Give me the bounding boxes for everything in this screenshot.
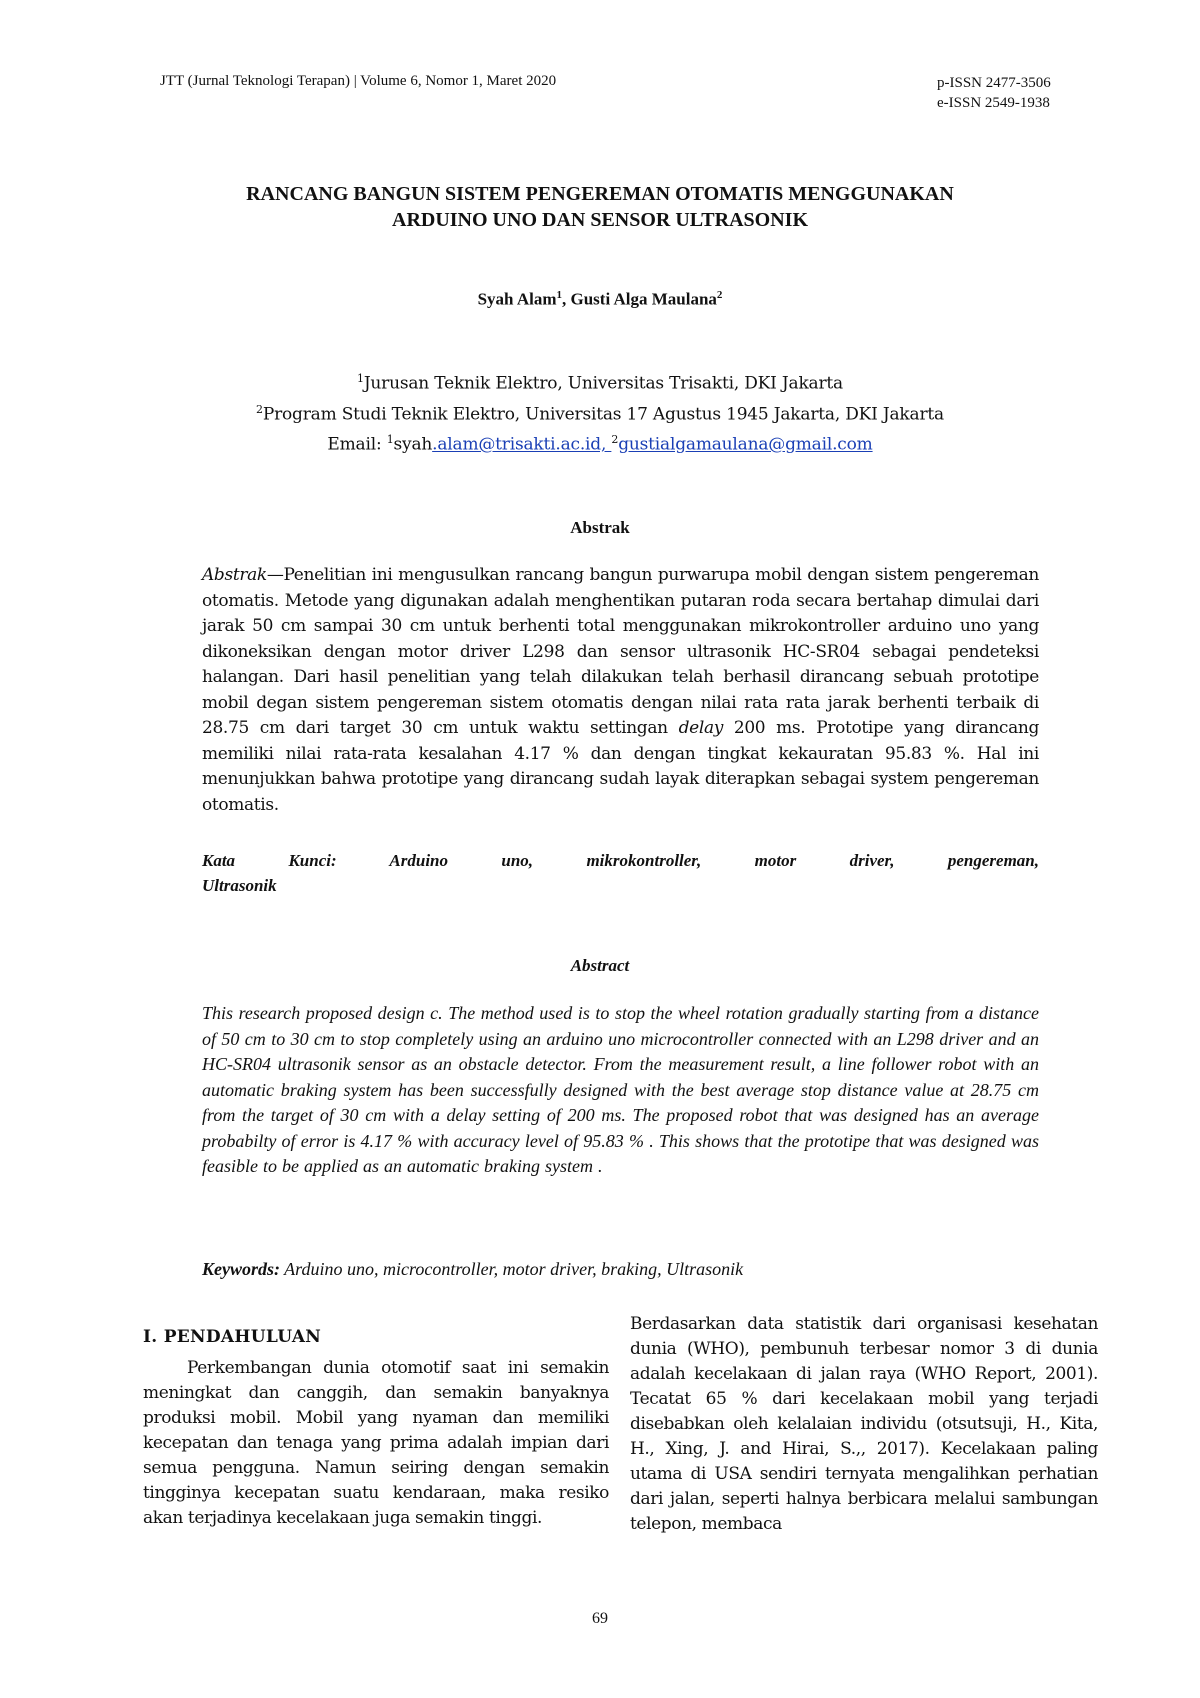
abstrak-lead: Abstrak xyxy=(202,565,267,585)
affiliations xyxy=(150,366,1050,458)
kata-kunci xyxy=(202,848,1039,898)
abstrak-text-1: —Penelitian ini mengusulkan rancang bangun purwarupa mobil dengan sistem pengereman otomatis. Metode yang digunakan adalah menghentikan putaran roda secara bertahap dimulai dari jarak 50 cm sampai 30 cm untuk berhenti total menggunakan mikrokontroller arduino uno yang dikoneksikan dengan motor driver L298 dan sensor ultrasonik HC-SR04 sebagai pendeteksi halangan. Dari hasil penelitian yang telah dilakukan telah berhasil dirancang sebuah prototipe mobil degan sistem pengereman sistem otomatis dengan nilai rata rata jarak berhenti terbaik di 28.75 cm dari target 30 cm untuk waktu settingan xyxy=(202,565,1039,738)
email-1-prefix: syah xyxy=(393,434,433,455)
keywords xyxy=(202,1259,1039,1280)
title-line-2: ARDUINO UNO DAN SENSOR ULTRASONIK xyxy=(392,209,808,231)
paper-title xyxy=(150,181,1050,233)
journal-header: JTT (Jurnal Teknologi Terapan) | Volume 6, Nomor 1, Maret 2020 xyxy=(160,73,557,89)
email-line xyxy=(150,427,1050,458)
intro-paragraph-right: Berdasarkan data statistik dari organisasi kesehatan dunia (WHO), pembunuh terbesar nomor 3 di dunia adalah kecelakaan di jalan raya (WHO Report, 2001). Tecatat 65 % dari kecelakaan mobil yang terjadi disebabkan oleh kelalaian individu (otsutsuji, H., Kita, H., Xing, J. and Hirai, S.,, 2017). Kecelakaan paling utama di USA sendiri ternyata mengalihkan perhatian dari jalan, seperti halnya berbicara melalui sambungan telepon, membaca xyxy=(630,1314,1098,1534)
author-1-sup: 1 xyxy=(556,289,562,301)
title-line-1: RANCANG BANGUN SISTEM PENGEREMAN OTOMATIS MENGGUNAKAN xyxy=(246,183,954,205)
keywords-text: Arduino uno, microcontroller, motor driver, braking, Ultrasonik xyxy=(280,1259,744,1279)
abstract-heading: Abstract xyxy=(570,956,630,975)
email-2-link[interactable]: gustialgamaulana@gmail.com xyxy=(618,434,873,455)
affiliation-2-sup: 2 xyxy=(256,402,263,416)
author-2: Gusti Alga Maulana xyxy=(570,289,717,309)
author-separator: , xyxy=(561,289,571,309)
issn-block xyxy=(937,73,1051,113)
right-column xyxy=(630,1312,1098,1537)
abstrak-delay: delay xyxy=(678,718,723,738)
abstrak-heading: Abstrak xyxy=(570,518,630,537)
email-1-sup: 1 xyxy=(386,433,394,447)
affiliation-1-text: Jurusan Teknik Elektro, Universitas Trisakti, DKI Jakarta xyxy=(363,373,843,394)
email-1-link[interactable]: .alam@trisakti.ac.id, xyxy=(432,434,612,455)
kata-kunci-line-1: Kata Kunci: Arduino uno, mikrokontroller, motor driver, pengereman, xyxy=(202,851,1039,870)
affiliation-1 xyxy=(150,366,1050,397)
affiliation-2-text: Program Studi Teknik Elektro, Universitas 17 Agustus 1945 Jakarta, DKI Jakarta xyxy=(262,404,944,425)
abstract-body: This research proposed design c. The method used is to stop the wheel rotation gradually starting from a distance of 50 cm to 30 cm to stop completely using an arduino uno microcontroller connected with an L298 driver and an HC-SR04 ultrasonik sensor as an obstacle detector. From the measurement result, a line follower robot with an automatic braking system has been successfully designed with the best average stop distance value at 28.75 cm from the target of 30 cm with a delay setting of 200 ms. The proposed robot that was designed has an average probabilty of error is 4.17 % with accuracy level of 95.83 % . This shows that the prototipe that was designed was feasible to be applied as an automatic braking system . xyxy=(202,1003,1039,1176)
email-2-sup: 2 xyxy=(611,433,619,447)
author-1: Syah Alam xyxy=(477,289,557,309)
affiliation-1-sup: 1 xyxy=(357,372,364,385)
p-issn: p-ISSN 2477-3506 xyxy=(937,75,1051,91)
intro-paragraph-left: Perkembangan dunia otomotif saat ini semakin meningkat dan canggih, dan semakin banyaknya produksi mobil. Mobil yang nyaman dan memiliki kecepatan dan tenaga yang prima adalah impian dari semua pengguna. Namun seiring dengan semakin tingginya kecepatan suatu kendaraan, maka resiko akan terjadinya kecelakaan juga semakin tinggi. xyxy=(143,1358,609,1528)
e-issn: e-ISSN 2549-1938 xyxy=(937,95,1050,111)
page-number: 69 xyxy=(592,1610,608,1627)
section-title-pendahuluan: I. PENDAHULUAN xyxy=(143,1327,322,1347)
email-label: Email: xyxy=(327,434,387,455)
left-column xyxy=(143,1325,609,1531)
abstrak-text-2: 200 ms. Prototipe yang dirancang memiliki nilai rata-rata kesalahan 4.17 % dan dengan tingkat kekauratan 95.83 %. Hal ini menunjukkan bahwa prototipe yang dirancang sudah layak diterapkan sebagai system pengereman otomatis. xyxy=(202,718,1039,815)
author-list xyxy=(150,289,1050,310)
affiliation-2 xyxy=(150,397,1050,428)
abstrak-body xyxy=(202,563,1039,818)
author-2-sup: 2 xyxy=(716,289,723,301)
kata-kunci-line-2: Ultrasonik xyxy=(202,876,277,895)
keywords-label: Keywords: xyxy=(202,1259,280,1279)
